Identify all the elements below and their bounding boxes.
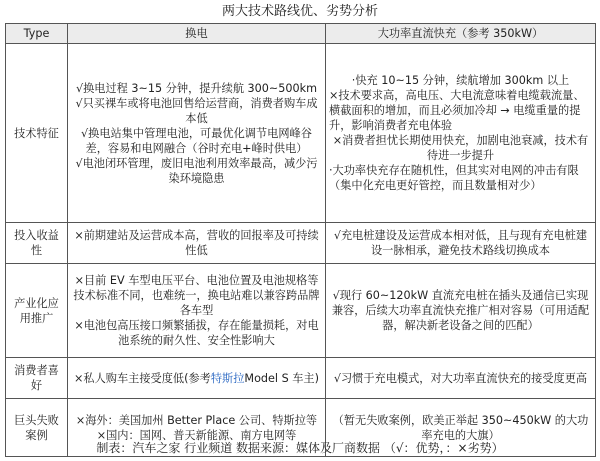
- cell-line: √习惯于充电模式，对大功率直流快充的接受度更高: [333, 371, 588, 385]
- cell-line: ×前期建站及运营成本高，营收的回报率及可持续性低: [74, 229, 319, 257]
- cell-line: ×海外：美国加州 Better Place 公司、特斯拉等: [75, 413, 318, 427]
- header-fast: 大功率直流快充（参考 350kW）: [326, 24, 596, 44]
- swap-cell: [68, 264, 326, 358]
- cell-line: ·快充 10~15 分钟，续航增加 300km 以上: [351, 74, 570, 87]
- cell-line: ×国内：国网、普天新能源、南方电网等: [96, 428, 297, 442]
- swap-cell: [68, 44, 326, 223]
- fast-cell: [326, 223, 596, 264]
- table-row: [6, 223, 596, 264]
- row-label: 技术特征: [6, 44, 68, 223]
- cell-text: ×私人购车主接受度低(参考: [74, 371, 211, 385]
- cell-line: ×消费者担忧长期使用快充，加剧电池衰减，技术有待进一步提升: [332, 134, 589, 162]
- fast-cell: [326, 358, 596, 399]
- row-label: 巨头失败案例: [6, 399, 68, 457]
- cell-line: √电池闭环管理，废旧电池利用效率最高，减少污染环境隐患: [75, 156, 318, 185]
- cell-line: ×目前 EV 车型电压平台、电池位置及电池规格等技术标准不同，也难统一，换电站难以兼容跨品牌各车型: [73, 274, 320, 317]
- cell-line: （暂无失败案例，欧美正举起 350~450kW 的大功率充电的大旗）: [332, 413, 589, 442]
- header-type: Type: [6, 24, 68, 44]
- cell-line: √换电站集中管理电池，可最优化调节电网峰谷差，容易和电网融合（谷时充电+峰时供电）: [81, 126, 312, 155]
- fast-cell: [326, 264, 596, 358]
- cell-line: ×技术要求高，高电压、大电流意味着电缆载流量、横截面积的增加，而且必须加冷却 → 电缆重量的提升，影响消费者充电体验: [329, 89, 585, 132]
- cell-line: √现行 60~120kW 直流充电桩在插头及通信已实现兼容，后续大功率直流快充推广相对容易（可用适配器，解决新老设备之间的匹配）: [331, 289, 590, 332]
- cell-text: Model S 车主): [244, 371, 319, 385]
- table-row: [6, 44, 596, 223]
- row-label: 产业化应用推广: [6, 264, 68, 358]
- cell-line: √换电过程 3~15 分钟，提升续航 300~500km: [75, 81, 318, 95]
- cell-line: √只买裸车或将电池回售给运营商，消费者购车成本低: [75, 96, 318, 125]
- table-row: [6, 264, 596, 358]
- swap-cell: [68, 223, 326, 264]
- cell-line: ×电池包高压接口频繁插拔，存在能量损耗，对电池系统的耐久性、安全性影响大: [74, 319, 319, 347]
- table-row: [6, 358, 596, 399]
- cell-line: ·大功率快充存在随机性，但其实对电网的冲击有限（集中化充电更好管控，而且数量相对少）: [329, 164, 579, 192]
- page-title: 两大技术路线优、劣势分析: [221, 4, 378, 19]
- table-header-row: [6, 24, 596, 44]
- comparison-table: [5, 23, 596, 457]
- row-label: 投入收益性: [6, 223, 68, 264]
- tesla-link[interactable]: 特斯拉: [210, 371, 245, 385]
- header-swap: 换电: [68, 24, 326, 44]
- cell-line: √充电桩建设及运营成本相对低，且与现有充电桩建设一脉相承，避免技术路线切换成本: [333, 229, 588, 257]
- row-label: 消费者喜好: [6, 358, 68, 399]
- table-footer-note: 制表：汽车之家 行业频道 数据来源：媒体及厂商数据 （√：优势，：×劣势）: [96, 441, 504, 455]
- fast-cell: [326, 44, 596, 223]
- swap-cell: [68, 358, 326, 399]
